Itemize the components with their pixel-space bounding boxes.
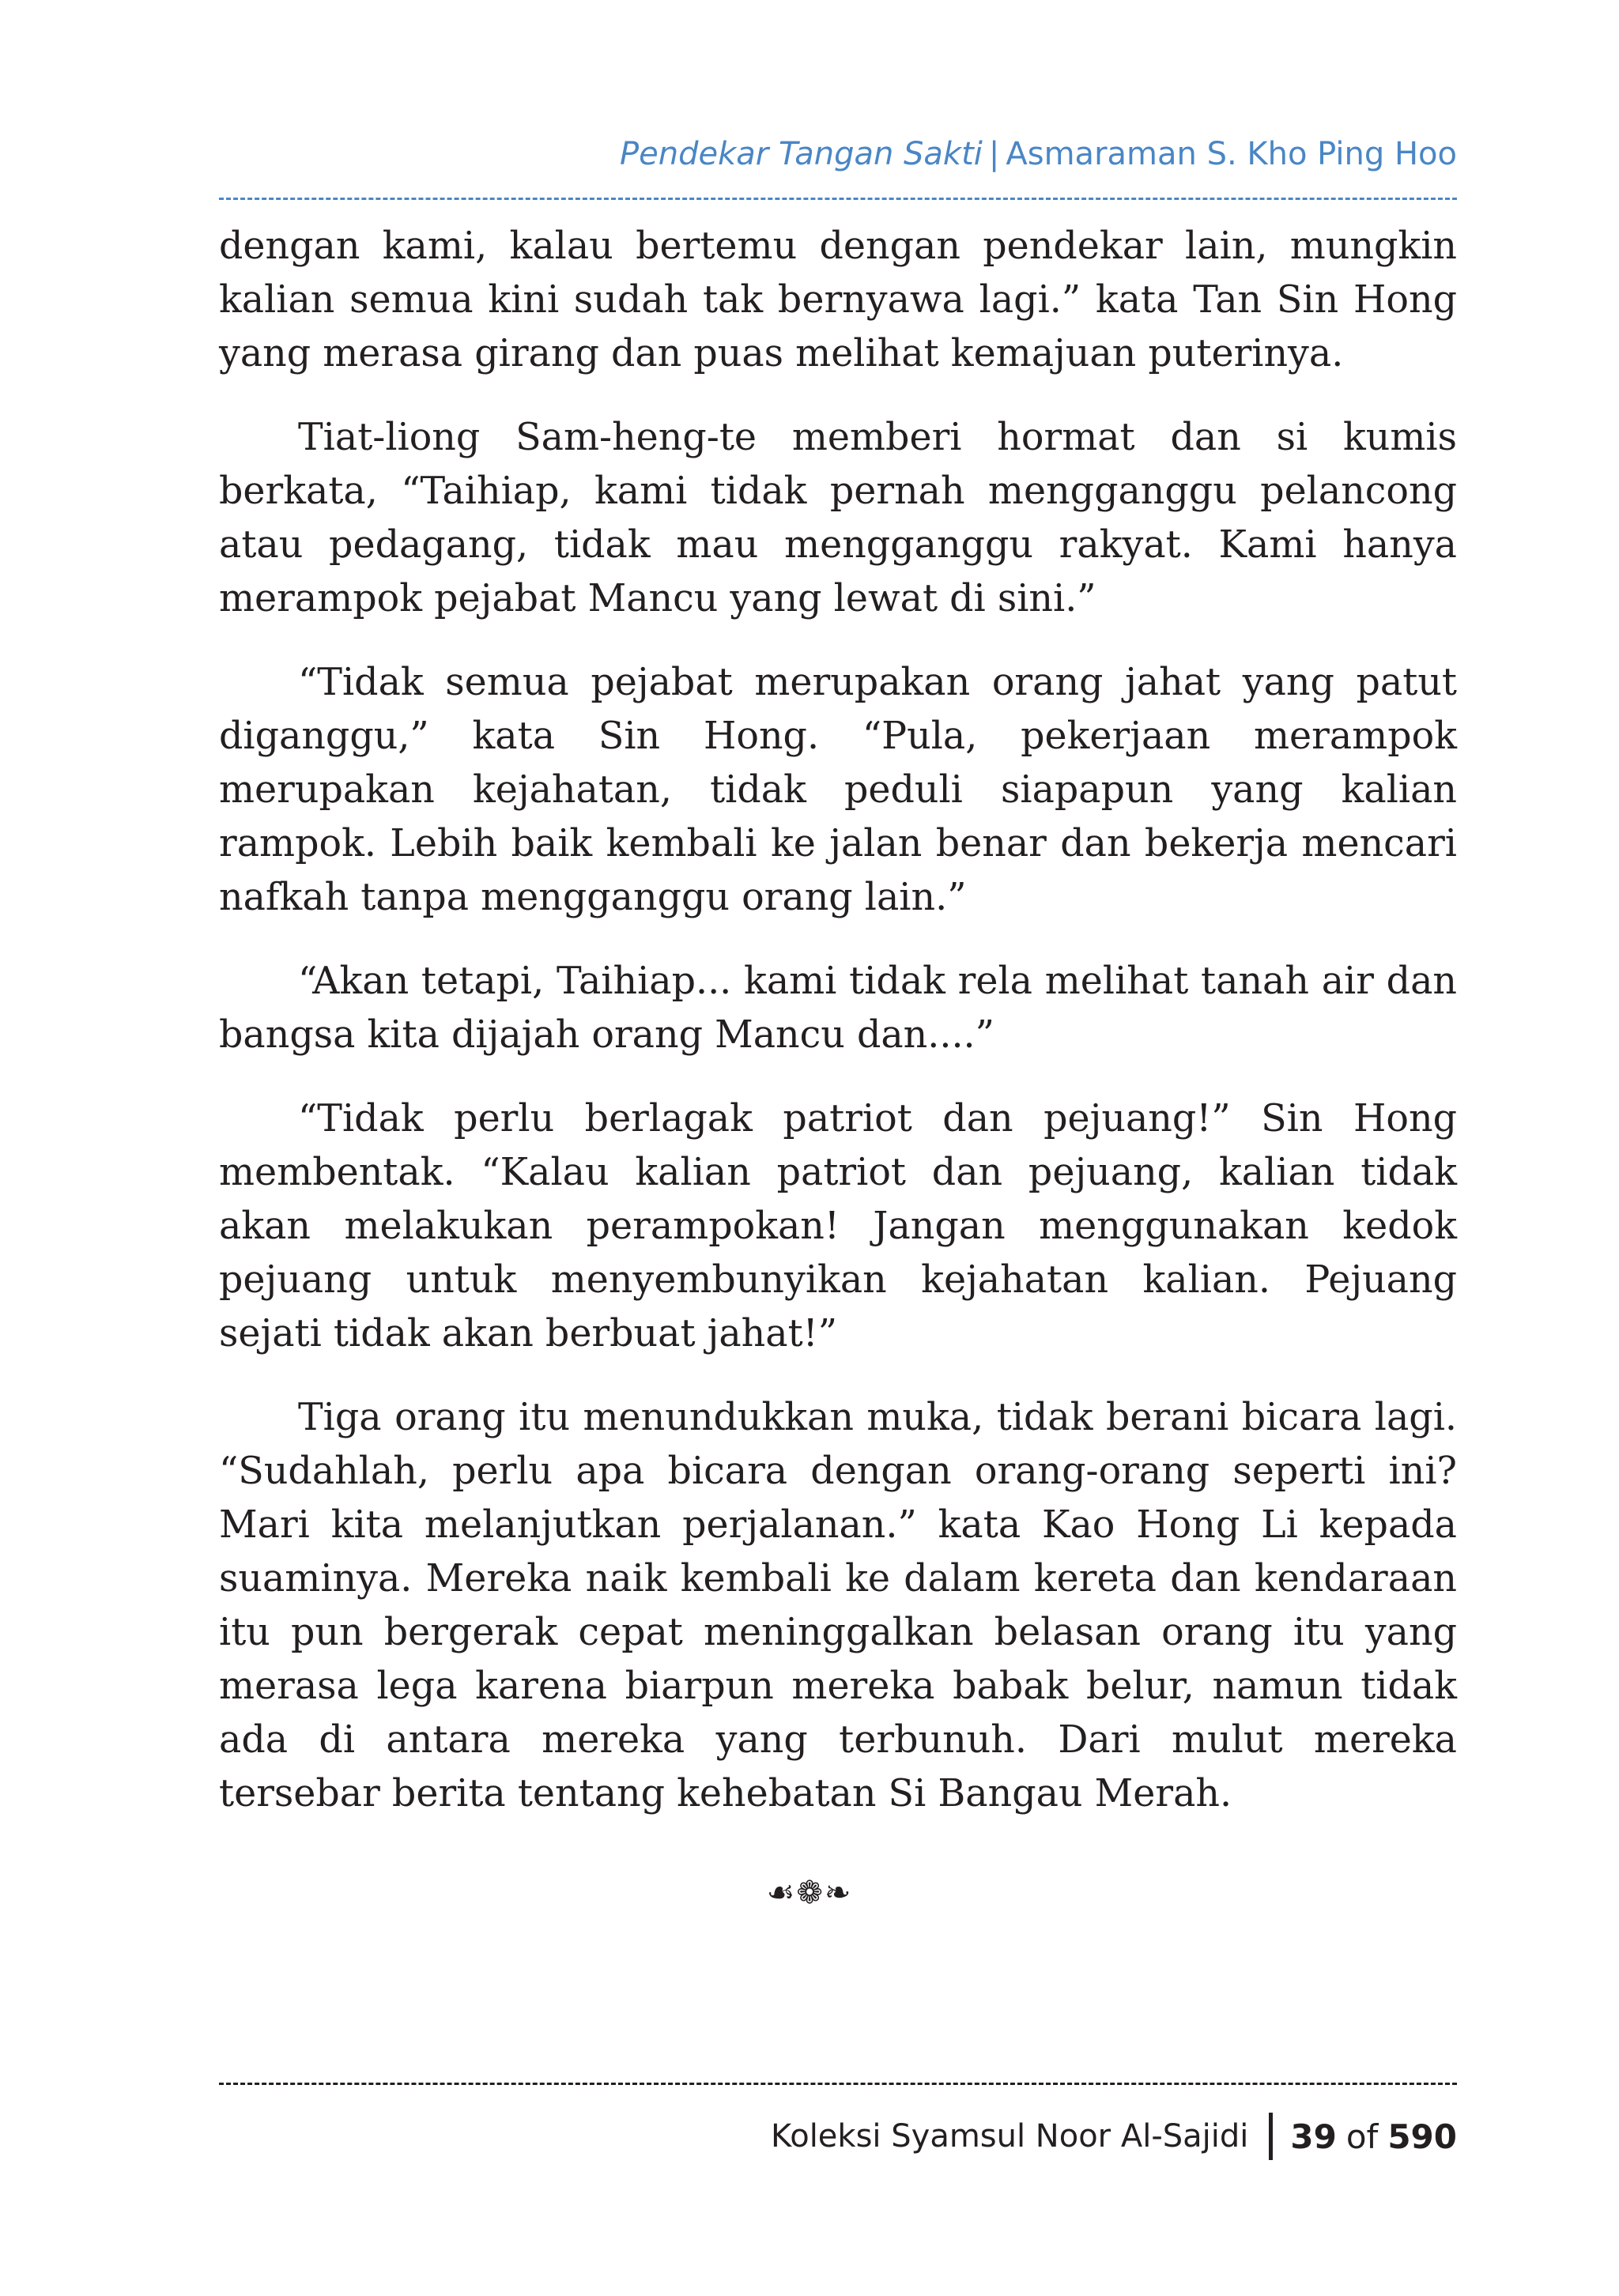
page-body [219, 220, 1457, 1851]
book-author: Asmaraman S. Kho Ping Hoo [1006, 136, 1457, 172]
footer-divider [219, 2083, 1457, 2085]
paragraph: dengan kami, kalau bertemu dengan pendekar lain, mungkin kalian semua kini sudah tak bernyawa lagi.” kata Tan Sin Hong yang merasa girang dan puas melihat kemajuan puterinya. [219, 224, 1457, 375]
paragraph: “Akan tetapi, Taihiap... kami tidak rela melihat tanah air dan bangsa kita dijajah orang Mancu dan....” [219, 959, 1457, 1057]
paragraph: Tiga orang itu menundukkan muka, tidak berani bicara lagi. “Sudahlah, perlu apa bicara dengan orang-orang seperti ini? Mari kita melanjutkan perjalanan.” kata Kao Hong Li kepada suaminya. Mereka naik kembali ke dalam kereta dan kendaraan itu pun bergerak cepat meninggalkan belasan orang itu yang merasa lega karena biarpun mereka babak belur, namun tidak ada di antara mereka yang terbunuh. Dari mulut mereka tersebar berita tentang kehebatan Si Bangau Merah. [219, 1396, 1457, 1815]
page-number-current: 39 [1290, 2117, 1337, 2156]
page-of-label: of [1345, 2117, 1379, 2156]
book-title: Pendekar Tangan Sakti [620, 136, 983, 172]
header-divider [219, 198, 1457, 200]
header-separator: | [988, 136, 1000, 172]
collection-credit: Koleksi Syamsul Noor Al-Sajidi [770, 2118, 1249, 2155]
paragraph: “Tidak perlu berlagak patriot dan pejuang!” Sin Hong membentak. “Kalau kalian patriot dan pejuang, kalian tidak akan melakukan perampokan! Jangan menggunakan kedok pejuang untuk menyembunyikan kejahatan kalian. Pejuang sejati tidak akan berbuat jahat!” [219, 1097, 1457, 1355]
paragraph: Tiat-liong Sam-heng-te memberi hormat dan si kumis berkata, “Taihiap, kami tidak pernah mengganggu pelancong atau pedagang, tidak mau mengganggu rakyat. Kami hanya merampok pejabat Mancu yang lewat di sini.” [219, 416, 1457, 620]
page-footer [771, 2109, 1457, 2164]
paragraph: “Tidak semua pejabat merupakan orang jahat yang patut diganggu,” kata Sin Hong. “Pula, pekerjaan merampok merupakan kejahatan, tidak peduli siapapun yang kalian rampok. Lebih baik kembali ke jalan benar dan bekerja mencari nafkah tanpa mengganggu orang lain.” [219, 661, 1457, 919]
section-ornament-icon: ☙❁❧ [766, 1875, 853, 1911]
footer-separator-bar [1269, 2113, 1273, 2160]
page-number-total: 590 [1387, 2117, 1457, 2156]
running-header [219, 136, 1457, 172]
